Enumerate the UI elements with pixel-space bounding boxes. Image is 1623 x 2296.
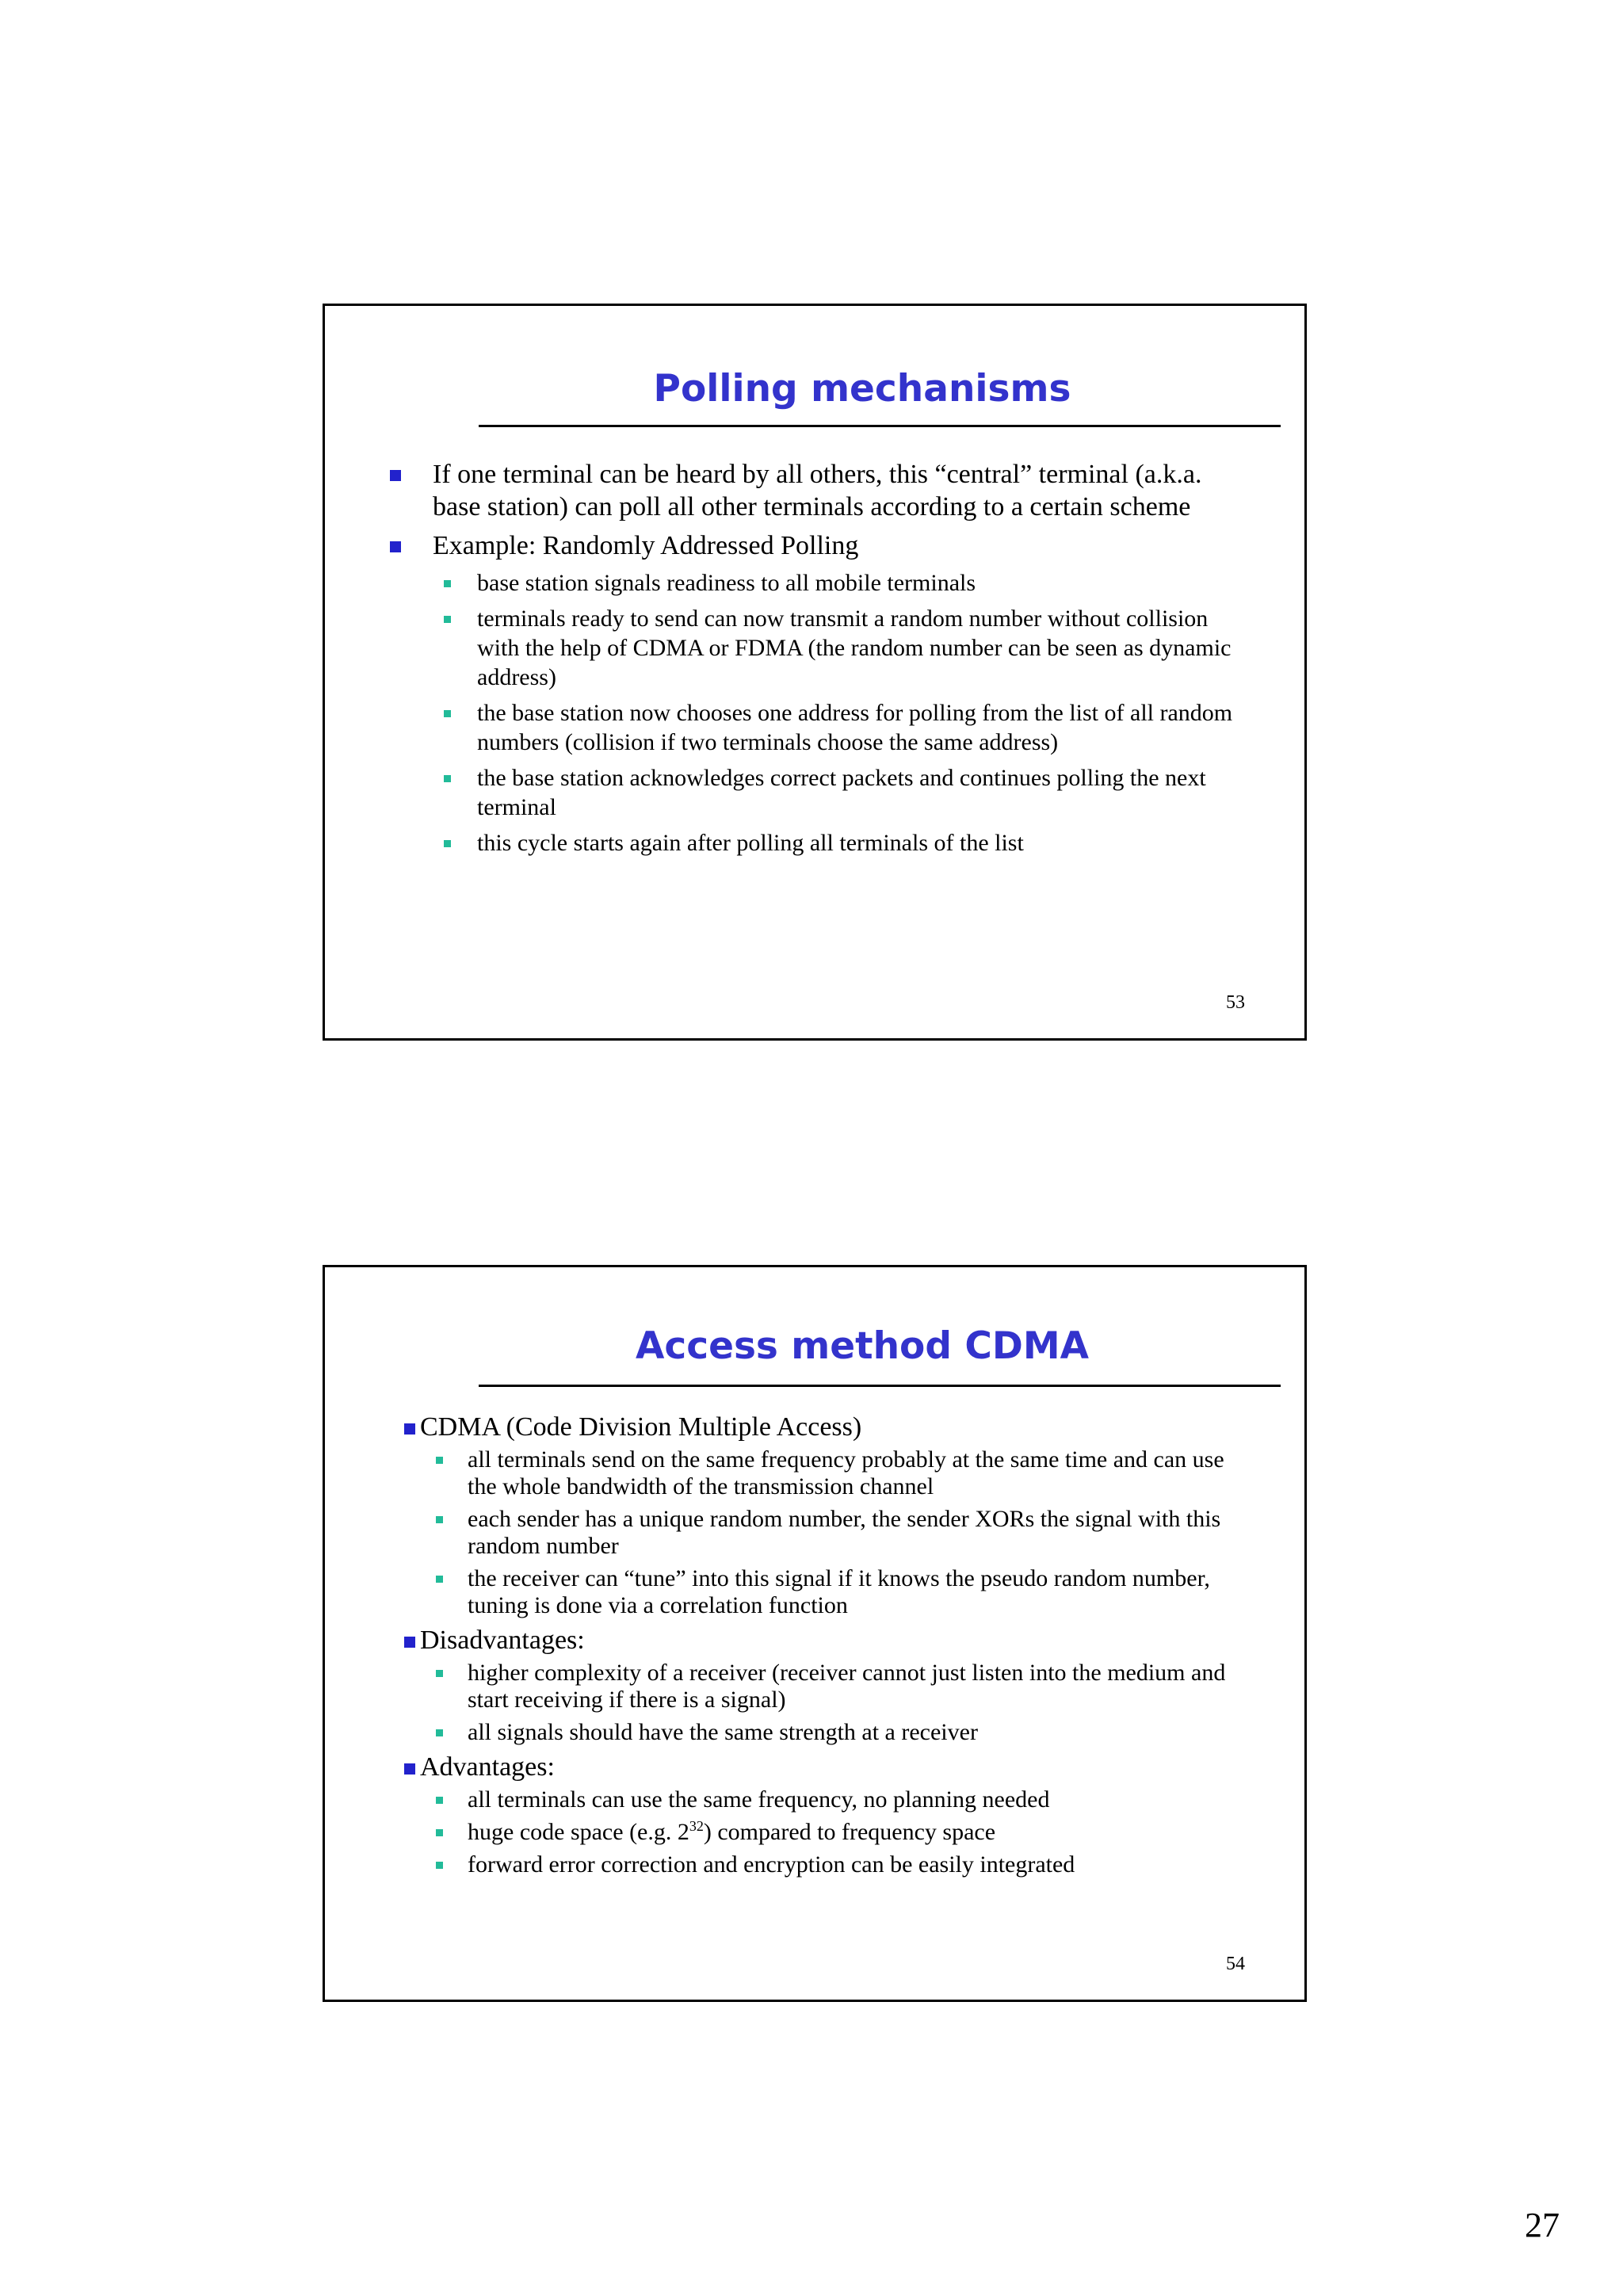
- sub-bullet: [390, 828, 1249, 858]
- sub-bullet-text: the base station acknowledges correct packets and continues polling the next terminal: [477, 765, 1206, 820]
- bullet-advantages: [404, 1752, 1249, 1783]
- sub-bullet: [404, 1851, 1249, 1878]
- small-square-bullet-icon: [444, 840, 451, 847]
- sub-bullet-text: terminals ready to send can now transmit a random number without collision with the help of CDMA or FDMA (the random number can be seen as dynamic address): [477, 606, 1232, 690]
- small-square-bullet-icon: [444, 580, 451, 587]
- bullet-disadvantages: [404, 1625, 1249, 1656]
- slide-54: [323, 1265, 1307, 2002]
- square-bullet-icon: [390, 541, 401, 552]
- sub-bullet: [390, 604, 1249, 692]
- slide-number: 54: [1226, 1954, 1245, 1974]
- square-bullet-icon: [390, 470, 401, 481]
- sub-bullet: [404, 1565, 1249, 1619]
- small-square-bullet-icon: [444, 710, 451, 717]
- sub-bullet-text: higher complexity of a receiver (receiver cannot just listen into the medium and start receiving if there is a signal): [468, 1660, 1226, 1713]
- page-number: 27: [1525, 2206, 1560, 2244]
- small-square-bullet-icon: [436, 1576, 443, 1583]
- sub-bullet-text: this cycle starts again after polling all terminals of the list: [477, 830, 1024, 856]
- slide-53: [323, 304, 1307, 1041]
- sub-bullet: [404, 1786, 1249, 1813]
- sub-bullet: [404, 1819, 1249, 1846]
- bullet-central-terminal: [390, 458, 1249, 523]
- small-square-bullet-icon: [444, 616, 451, 623]
- sub-bullet: [404, 1719, 1249, 1746]
- small-square-bullet-icon: [436, 1729, 443, 1736]
- exponent: 32: [689, 1818, 704, 1834]
- sub-bullet: [404, 1660, 1249, 1713]
- sub-bullet-text: each sender has a unique random number, the sender XORs the signal with this random number: [468, 1506, 1221, 1559]
- slide-content: [404, 1412, 1249, 1884]
- small-square-bullet-icon: [436, 1862, 443, 1869]
- small-square-bullet-icon: [444, 775, 451, 782]
- small-square-bullet-icon: [436, 1829, 443, 1836]
- sub-bullet: [390, 568, 1249, 598]
- slide-title: Polling mechanisms: [653, 367, 1071, 411]
- small-square-bullet-icon: [436, 1670, 443, 1677]
- bullet-text: Example: Randomly Addressed Polling: [433, 531, 859, 560]
- bullet-text: If one terminal can be heard by all others, this “central” terminal (a.k.a. base station) can poll all other terminals according to a certain scheme: [433, 460, 1202, 521]
- bullet-text: Disadvantages:: [420, 1626, 585, 1655]
- sub-bullet-text: forward error correction and encryption can be easily integrated: [468, 1851, 1075, 1878]
- bullet-text: Advantages:: [420, 1752, 555, 1782]
- sub-bullet: [404, 1506, 1249, 1560]
- sub-bullet-text: all terminals send on the same frequency probably at the same time and can use the whole bandwidth of the transmission channel: [468, 1446, 1224, 1499]
- square-bullet-icon: [404, 1637, 415, 1648]
- title-underline: [479, 425, 1281, 427]
- slide-number: 53: [1226, 992, 1245, 1013]
- small-square-bullet-icon: [436, 1797, 443, 1804]
- slide-content: [390, 458, 1249, 864]
- sub-bullet-text: the base station now chooses one address for polling from the list of all random numbers (collision if two terminals choose the same address): [477, 700, 1233, 755]
- sub-bullet-text: all signals should have the same strength at a receiver: [468, 1719, 978, 1745]
- sub-bullet-text: huge code space (e.g. 2: [468, 1819, 689, 1845]
- bullet-example: [390, 529, 1249, 562]
- sub-bullet: [404, 1446, 1249, 1500]
- sub-bullet: [390, 763, 1249, 822]
- bullet-text: CDMA (Code Division Multiple Access): [420, 1412, 862, 1442]
- sub-bullet-text: the receiver can “tune” into this signal if it knows the pseudo random number, tuning is done via a correlation function: [468, 1565, 1210, 1618]
- sub-bullet-text: all terminals can use the same frequency, no planning needed: [468, 1786, 1050, 1813]
- title-underline: [479, 1385, 1281, 1387]
- square-bullet-icon: [404, 1763, 415, 1775]
- sub-bullet-text-suffix: ) compared to frequency space: [703, 1819, 996, 1845]
- small-square-bullet-icon: [436, 1457, 443, 1464]
- square-bullet-icon: [404, 1423, 415, 1435]
- sub-bullet: [390, 698, 1249, 757]
- slide-title: Access method CDMA: [635, 1324, 1089, 1368]
- bullet-cdma: [404, 1412, 1249, 1443]
- small-square-bullet-icon: [436, 1516, 443, 1523]
- sub-bullet-text: base station signals readiness to all mobile terminals: [477, 570, 976, 596]
